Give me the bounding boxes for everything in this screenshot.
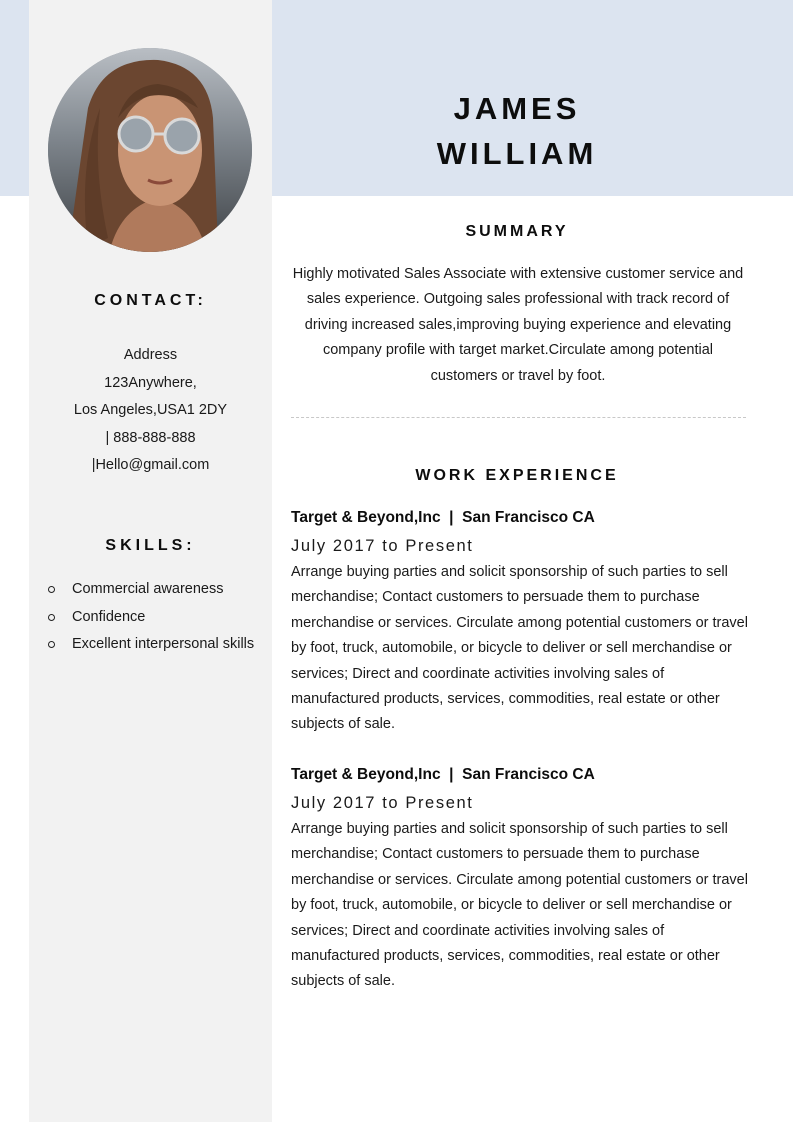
contact-line: Los Angeles,USA1 2DY (73, 402, 228, 418)
skill-item (46, 631, 266, 657)
contact-heading: CONTACT: (94, 292, 207, 309)
job-title: Target & Beyond,Inc | San Francisco CA (291, 766, 595, 783)
skill-label: Commercial awareness (72, 581, 224, 597)
contact-line: Address (123, 347, 178, 363)
section-divider (291, 417, 746, 418)
phone-text: | 888-888-888 (105, 429, 196, 446)
job-date: July 2017 to Present (291, 537, 474, 555)
first-name: JAMES (453, 91, 581, 126)
skill-item (46, 576, 266, 602)
bullet-icon (48, 586, 55, 593)
skill-item (46, 604, 266, 630)
job-description: Arrange buying parties and solicit sponsorship of such parties to sell merchandise; Contact customers to persuade them to purchase merchandise or services. Circulate among potential customers or travel by foot, truck, automobile, or bicycle to deliver or sell merchandise or services; Direct and coordinate activities involving sales of manufactured products, services, commodities, real estate or other subjects of sale. (291, 821, 748, 990)
job-entry (291, 508, 751, 738)
bullet-icon (48, 614, 55, 621)
job-entry (291, 765, 751, 995)
skill-label: Excellent interpersonal skills (72, 636, 255, 652)
skills-list (46, 576, 266, 659)
job-title: Target & Beyond,Inc | San Francisco CA (291, 509, 595, 526)
work-experience-heading: WORK EXPERIENCE (415, 467, 619, 484)
job-description: Arrange buying parties and solicit sponsorship of such parties to sell merchandise; Contact customers to persuade them to purchase merchandise or services. Circulate among potential customers or travel by foot, truck, automobile, or bicycle to deliver or sell merchandise or services; Direct and coordinate activities involving sales of manufactured products, services, commodities, real estate or other subjects of sale. (291, 564, 748, 733)
summary-text: Highly motivated Sales Associate with extensive customer service and sales experience. Outgoing sales professional with track record of driving increased sales,improving buying experience and elevating company profile with target market.Circulate among potential customers or travel by foot. (292, 266, 744, 384)
contact-line: 123Anywhere, (104, 374, 197, 391)
contact-details (29, 342, 272, 480)
candidate-name (272, 86, 762, 176)
bullet-icon (48, 641, 55, 648)
last-name: WILLIAM (436, 136, 598, 171)
skill-label: Confidence (72, 608, 146, 625)
job-date: July 2017 to Present (291, 794, 474, 812)
profile-photo (48, 48, 252, 252)
summary-heading: SUMMARY (465, 223, 569, 240)
skills-heading: SKILLS: (105, 537, 196, 554)
email-text: |Hello@gmail.com (91, 457, 210, 473)
